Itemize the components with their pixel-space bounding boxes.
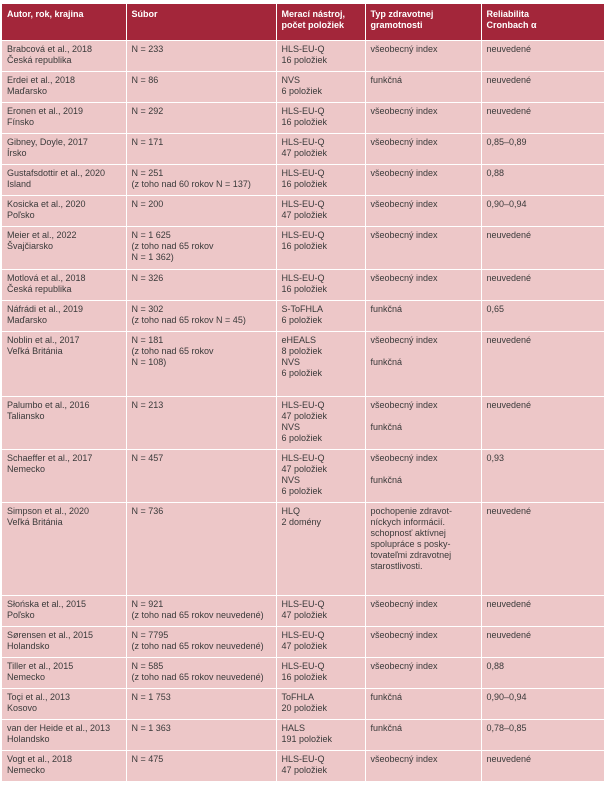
cell-sample: N = 326 [126,270,276,301]
cell-reliability: neuvedené [481,397,604,450]
cell-author: Noblin et al., 2017 Veľká Británia [2,332,126,397]
cell-tool: HLS-EU-Q 16 položiek [276,41,365,72]
table-row [2,720,604,751]
cell-author: Sørensen et al., 2015 Holandsko [2,627,126,658]
cell-type: všeobecný index funkčná [365,450,481,503]
cell-type: funkčná [365,689,481,720]
cell-type: všeobecný index [365,270,481,301]
table-row [2,332,604,397]
cell-author: Brabcová et al., 2018 Česká republika [2,41,126,72]
cell-author: Eronen et al., 2019 Fínsko [2,103,126,134]
cell-tool: HALS 191 položiek [276,720,365,751]
cell-tool: HLQ 2 domény [276,503,365,596]
cell-type: všeobecný index [365,596,481,627]
cell-reliability: neuvedené [481,103,604,134]
cell-author: Tiller et al., 2015 Nemecko [2,658,126,689]
cell-tool: HLS-EU-Q 47 položiek [276,596,365,627]
table-row [2,658,604,689]
cell-sample: N = 736 [126,503,276,596]
cell-type: všeobecný index [365,227,481,270]
table-row [2,689,604,720]
table-row [2,196,604,227]
table-row [2,397,604,450]
cell-reliability: neuvedené [481,751,604,782]
cell-type: funkčná [365,72,481,103]
cell-author: Gustafsdottir et al., 2020 Island [2,165,126,196]
cell-author: van der Heide et al., 2013 Holandsko [2,720,126,751]
cell-type: funkčná [365,301,481,332]
cell-tool: HLS-EU-Q 16 položiek [276,103,365,134]
cell-sample: N = 475 [126,751,276,782]
cell-reliability: 0,65 [481,301,604,332]
table-row [2,301,604,332]
cell-type: všeobecný index [365,103,481,134]
header-type: Typ zdravotnej gramotnosti [365,4,481,41]
cell-reliability: 0,90–0,94 [481,196,604,227]
table-header-row [2,4,604,41]
cell-author: Meier et al., 2022 Švajčiarsko [2,227,126,270]
cell-author: Palumbo et al., 2016 Taliansko [2,397,126,450]
cell-type: všeobecný index [365,658,481,689]
cell-type: všeobecný index [365,134,481,165]
cell-type: všeobecný index [365,751,481,782]
cell-sample: N = 86 [126,72,276,103]
table-row [2,596,604,627]
table-row [2,41,604,72]
cell-tool: HLS-EU-Q 47 položiek [276,196,365,227]
cell-tool: HLS-EU-Q 47 položiek NVS 6 položiek [276,450,365,503]
header-reliability: Reliabilita Cronbach α [481,4,604,41]
cell-sample: N = 1 625 (z toho nad 65 rokov N = 1 362) [126,227,276,270]
cell-sample: N = 7795 (z toho nad 65 rokov neuvedené) [126,627,276,658]
cell-reliability: neuvedené [481,270,604,301]
cell-tool: eHEALS 8 položiek NVS 6 položiek [276,332,365,397]
cell-tool: HLS-EU-Q 47 položiek [276,134,365,165]
cell-sample: N = 1 363 [126,720,276,751]
cell-type: všeobecný index [365,41,481,72]
cell-type: všeobecný index [365,627,481,658]
cell-sample: N = 302 (z toho nad 65 rokov N = 45) [126,301,276,332]
cell-author: Vogt et al., 2018 Nemecko [2,751,126,782]
table-row [2,751,604,782]
cell-tool: HLS-EU-Q 47 položiek [276,627,365,658]
table-row [2,450,604,503]
cell-tool: HLS-EU-Q 16 položiek [276,227,365,270]
cell-sample: N = 200 [126,196,276,227]
cell-sample: N = 251 (z toho nad 60 rokov N = 137) [126,165,276,196]
cell-reliability: 0,90–0,94 [481,689,604,720]
cell-sample: N = 171 [126,134,276,165]
table-row [2,103,604,134]
header-sample: Súbor [126,4,276,41]
cell-sample: N = 1 753 [126,689,276,720]
table-row [2,270,604,301]
cell-sample: N = 213 [126,397,276,450]
table-row [2,503,604,596]
cell-author: Słońska et al., 2015 Poľsko [2,596,126,627]
cell-type: všeobecný index [365,196,481,227]
table-row [2,165,604,196]
cell-reliability: neuvedené [481,332,604,397]
cell-reliability: neuvedené [481,41,604,72]
header-author: Autor, rok, krajina [2,4,126,41]
literature-table [2,4,604,781]
cell-author: Toçi et al., 2013 Kosovo [2,689,126,720]
cell-tool: HLS-EU-Q 47 položiek NVS 6 položiek [276,397,365,450]
cell-sample: N = 181 (z toho nad 65 rokov N = 108) [126,332,276,397]
cell-reliability: neuvedené [481,227,604,270]
cell-reliability: 0,85–0,89 [481,134,604,165]
cell-type: všeobecný index funkčná [365,397,481,450]
cell-author: Schaeffer et al., 2017 Nemecko [2,450,126,503]
table-row [2,134,604,165]
cell-tool: HLS-EU-Q 16 položiek [276,165,365,196]
cell-sample: N = 233 [126,41,276,72]
cell-reliability: neuvedené [481,627,604,658]
cell-tool: S-ToFHLA 6 položiek [276,301,365,332]
cell-sample: N = 292 [126,103,276,134]
cell-author: Kosicka et al., 2020 Poľsko [2,196,126,227]
cell-author: Náfrádi et al., 2019 Maďarsko [2,301,126,332]
table-row [2,227,604,270]
cell-reliability: 0,93 [481,450,604,503]
cell-type: pochopenie zdravot- níckych informácií. schopnosť aktívnej spolupráce s posky- tovateľmi zdravotnej starostlivosti. [365,503,481,596]
cell-tool: HLS-EU-Q 47 položiek [276,751,365,782]
cell-tool: NVS 6 položiek [276,72,365,103]
cell-reliability: neuvedené [481,72,604,103]
cell-reliability: 0,88 [481,658,604,689]
cell-reliability: neuvedené [481,596,604,627]
cell-type: všeobecný index funkčná [365,332,481,397]
cell-tool: HLS-EU-Q 16 položiek [276,270,365,301]
cell-author: Gibney, Doyle, 2017 Írsko [2,134,126,165]
cell-reliability: 0,78–0,85 [481,720,604,751]
cell-tool: HLS-EU-Q 16 položiek [276,658,365,689]
cell-reliability: 0,88 [481,165,604,196]
cell-sample: N = 585 (z toho nad 65 rokov neuvedené) [126,658,276,689]
cell-type: všeobecný index [365,165,481,196]
cell-reliability: neuvedené [481,503,604,596]
cell-tool: ToFHLA 20 položiek [276,689,365,720]
table-row [2,72,604,103]
cell-type: funkčná [365,720,481,751]
cell-sample: N = 457 [126,450,276,503]
cell-author: Erdei et al., 2018 Maďarsko [2,72,126,103]
cell-sample: N = 921 (z toho nad 65 rokov neuvedené) [126,596,276,627]
header-tool: Merací nástroj, počet položiek [276,4,365,41]
table-row [2,627,604,658]
cell-author: Simpson et al., 2020 Veľká Británia [2,503,126,596]
cell-author: Motlová et al., 2018 Česká republika [2,270,126,301]
